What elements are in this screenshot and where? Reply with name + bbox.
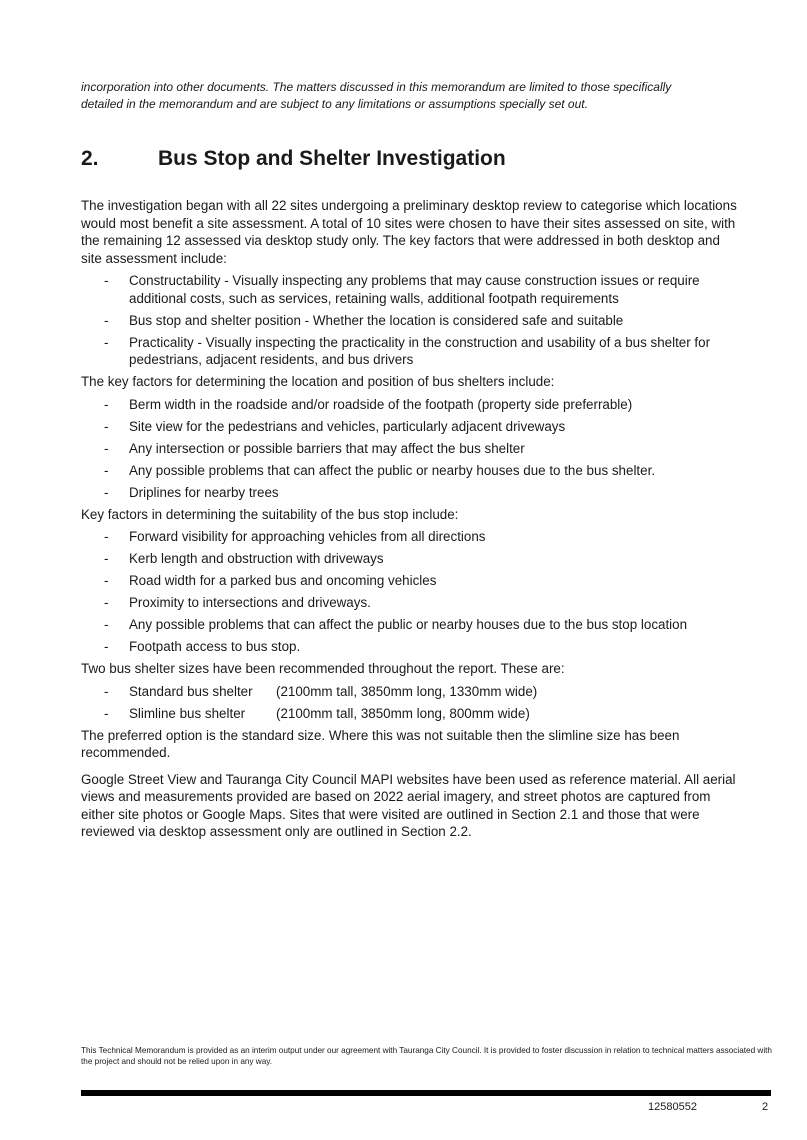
list-item: - Kerb length and obstruction with driveways <box>104 551 384 566</box>
list-item: - Constructability - Visually inspecting any problems that may cause construction issues or require additional costs, such as services, retaining walls, additional footpath requirements <box>104 273 700 306</box>
list-item: - Any possible problems that can affect the public or nearby houses due to the bus shelter. <box>104 462 656 478</box>
paragraph-investigation: The investigation began with all 22 sites undergoing a preliminary desktop review to categorise which locations would most benefit a site assessment. A total of 10 sites were chosen to have their sites assessed on site, with the remaining 12 assessed via desktop study only. The key factors that were addressed in both desktop and site assessment include: <box>81 198 737 266</box>
section-heading <box>81 145 721 173</box>
list-item: - Footpath access to bus stop. <box>104 639 301 654</box>
section-number: 2. <box>81 147 99 170</box>
document-number: 12580552 <box>648 1101 697 1113</box>
shelter-factors-list <box>81 396 741 502</box>
intro-line-1: incorporation into other documents. The matters discussed in this memorandum are limited to those specifically <box>81 80 672 94</box>
section-body <box>81 197 741 846</box>
list-item: - Practicality - Visually inspecting the practicality in the construction and usability of a bus shelter for pedestrians, adjacent residents, and bus drivers <box>104 334 711 367</box>
paragraph-references: Google Street View and Tauranga City Council MAPI websites have been used as reference material. All aerial views and measurements provided are based on 2022 aerial imagery, and street photos are captured from either site photos or Google Maps. Sites that were visited are outlined in Section 2.1 and those that were reviewed via desktop assessment only are outlined in Section 2.2. <box>81 771 736 839</box>
list-item: - Forward visibility for approaching vehicles from all directions <box>104 529 486 544</box>
list-item: - Bus stop and shelter position - Whether the location is considered safe and suitable <box>104 312 624 328</box>
list-item: - Driplines for nearby trees <box>104 484 279 500</box>
list-item: - Slimline bus shelter (2100mm tall, 3850mm long, 800mm wide) <box>104 705 530 721</box>
list-item: - Proximity to intersections and driveways. <box>104 595 371 610</box>
shelter-size-dims: (2100mm tall, 3850mm long, 1330mm wide) <box>276 683 538 699</box>
list-item: - Berm width in the roadside and/or roadside of the footpath (property side preferrable) <box>104 396 633 412</box>
page-number: 2 <box>762 1101 769 1113</box>
shelter-sizes-list <box>81 683 741 723</box>
list-item: - Any intersection or possible barriers that may affect the bus shelter <box>104 440 525 456</box>
assessment-factors-list <box>81 272 741 369</box>
shelter-size-name: Slimline bus shelter <box>129 705 246 721</box>
intro-line-2: detailed in the memorandum and are subject to any limitations or assumptions specially set out. <box>81 97 588 111</box>
paragraph-stop-factors: Key factors in determining the suitability of the bus stop include: <box>81 506 459 522</box>
footer-disclaimer: This Technical Memorandum is provided as an interim output under our agreement with Tauranga City Council. It is provided to foster discussion in relation to technical matters associated with the project and should not be relied upon in any way. <box>81 1046 772 1066</box>
list-item: - Site view for the pedestrians and vehicles, particularly adjacent driveways <box>104 418 566 434</box>
shelter-size-name: Standard bus shelter <box>129 683 253 699</box>
footer-divider <box>81 1090 771 1096</box>
list-item: - Standard bus shelter (2100mm tall, 3850mm long, 1330mm wide) <box>104 683 538 699</box>
list-item: - Any possible problems that can affect the public or nearby houses due to the bus stop location <box>104 617 688 632</box>
paragraph-shelter-factors: The key factors for determining the location and position of bus shelters include: <box>81 374 555 389</box>
list-item: - Road width for a parked bus and oncoming vehicles <box>104 573 437 588</box>
intro-italic-text <box>81 79 741 113</box>
section-title: Bus Stop and Shelter Investigation <box>158 147 506 170</box>
paragraph-shelter-sizes: Two bus shelter sizes have been recommended throughout the report. These are: <box>81 661 565 676</box>
stop-factors-list <box>81 528 741 656</box>
paragraph-preferred-option: The preferred option is the standard size. Where this was not suitable then the slimline size has been recommended. <box>81 727 680 760</box>
shelter-size-dims: (2100mm tall, 3850mm long, 800mm wide) <box>276 705 530 721</box>
